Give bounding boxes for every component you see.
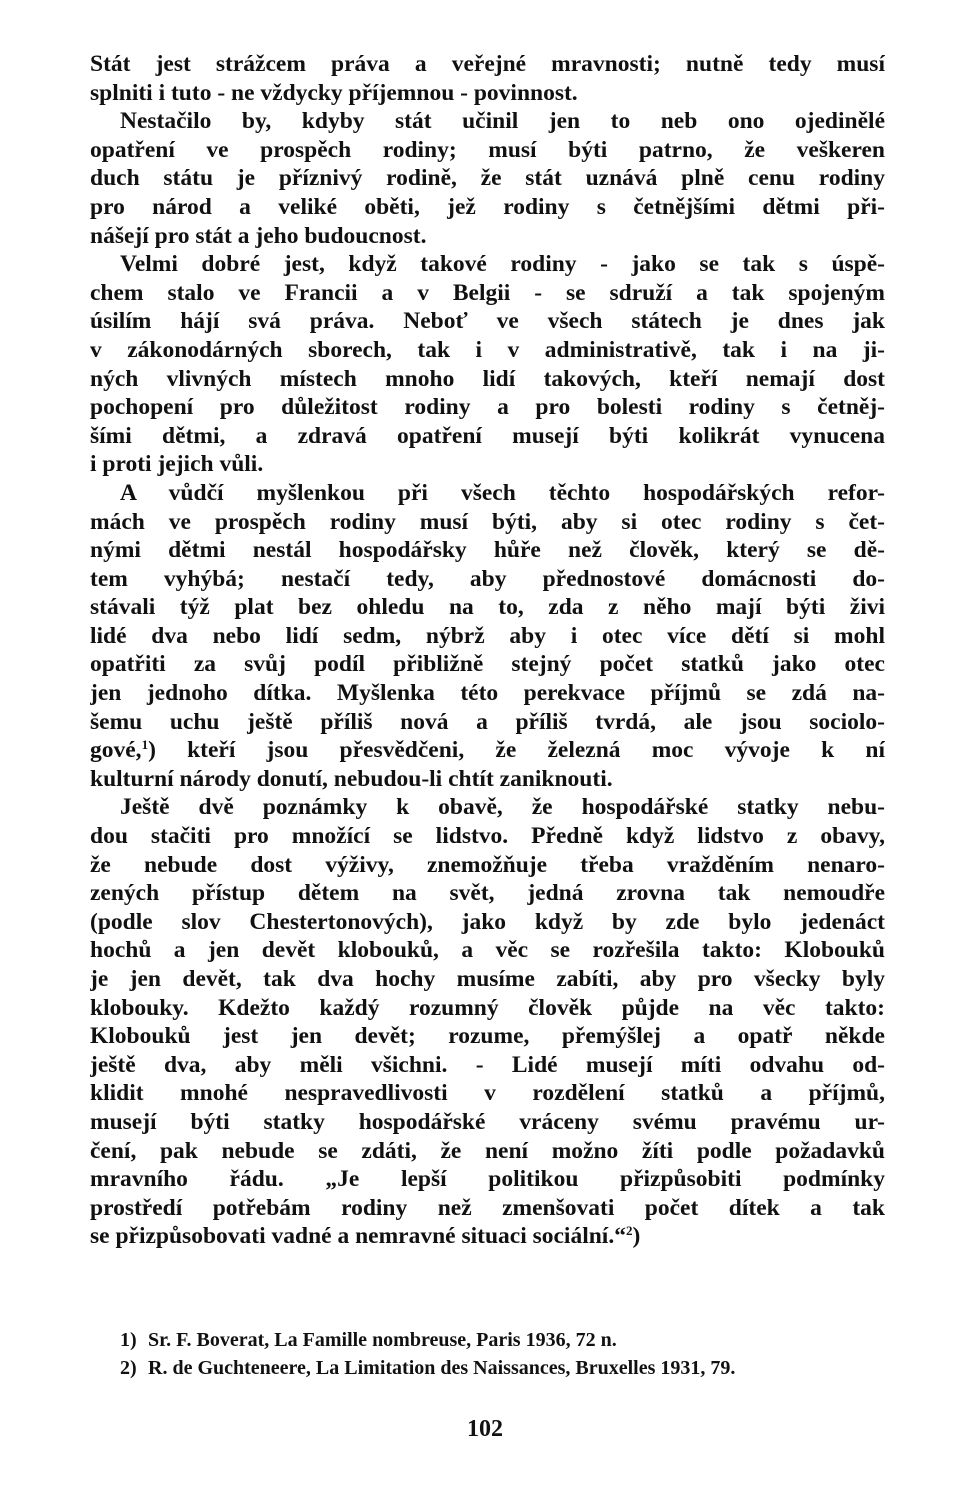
text-line-content: šími dětmi, a zdravá opatření musejí býti kolikrát vynucena: [90, 422, 885, 449]
text-line-content: tem vyhýbá; nestačí tedy, aby přednostové domácnosti do-: [90, 565, 885, 592]
text-line-content: je jen devět, tak dva hochy musíme zabíti, aby pro všecky byly: [90, 966, 885, 992]
footnote-text: R. de Guchteneere, La Limitation des Naissances, Bruxelles 1931, 79.: [148, 1357, 736, 1379]
text-line-content: nášejí pro stát a jeho budoucnost.: [90, 222, 427, 249]
text-line: [90, 965, 885, 994]
text-line: [90, 193, 885, 222]
text-line: [90, 650, 885, 679]
text-line-content: že nebude dost výživy, znemožňuje třeba vražděním nenaro-: [90, 851, 885, 878]
text-line: [90, 1079, 885, 1108]
text-line: [90, 679, 885, 708]
text-line: [90, 851, 885, 880]
text-line-content: v zákonodárných sborech, tak i v administrativě, tak i na ji-: [90, 336, 885, 363]
text-line: [90, 1222, 885, 1251]
text-line: [90, 994, 885, 1023]
text-line-content: prostředí potřebám rodiny než zmenšovati počet dítek a tak: [90, 1194, 885, 1221]
text-line-content: gové,: [90, 737, 142, 764]
text-line-content: ještě dva, aby měli všichni. - Lidé musejí míti odvahu od-: [90, 1051, 885, 1078]
text-line: [90, 508, 885, 537]
text-line-content: jen jednoho dítka. Myšlenka této perekvace příjmů se zdá na-: [90, 680, 885, 707]
text-line: [90, 164, 885, 193]
text-line: [90, 1108, 885, 1137]
text-line: [90, 765, 885, 794]
text-line-content: mravního řádu. „Je lepší politikou přizpůsobiti podmínky: [90, 1166, 885, 1193]
text-line: [90, 879, 885, 908]
text-line-content: čení, pak nebude se zdáti, že není možno žíti podle požadavků: [90, 1137, 885, 1164]
text-line: [90, 279, 885, 308]
text-line: [90, 479, 885, 508]
footnote-2: [120, 1354, 890, 1382]
footnotes: [120, 1326, 890, 1382]
text-line-content: úsilím hájí svá práva. Neboť ve všech státech je dnes jak: [90, 308, 885, 335]
text-line-content: stávali týž plat bez ohledu na to, zda z něho mají býti živi: [90, 594, 885, 621]
text-line: [90, 365, 885, 394]
text-line: [90, 136, 885, 165]
text-line-content: chem stalo ve Francii a v Belgii - se sdruží a tak spojeným: [90, 279, 885, 306]
text-line-content: ných vlivných místech mnoho lidí takových, kteří nemají dost: [90, 365, 885, 392]
text-line-content: dou stačiti pro množící se lidstvo. Předně když lidstvo z obavy,: [90, 823, 885, 850]
text-line: [90, 708, 885, 737]
text-line-content: splniti i tuto - ne vždycky příjemnou - povinnost.: [90, 79, 578, 106]
text-line: [90, 79, 885, 108]
text-line: [90, 1137, 885, 1166]
footnote-mark: 2): [120, 1357, 137, 1379]
text-line-content: (podle slov Chestertonových), jako když by zde bylo jedenáct: [90, 908, 885, 935]
main-text: [90, 50, 885, 1251]
text-line-content: nými dětmi nestál hospodářsky hůře než člověk, který se dě-: [90, 537, 885, 564]
text-line-content: opatřiti za svůj podíl přibližně stejný počet statků jako otec: [90, 651, 885, 678]
text-line-content: i proti jejich vůli.: [90, 451, 264, 478]
text-line: [90, 107, 885, 136]
text-line: [90, 793, 885, 822]
text-line: [90, 50, 885, 79]
text-line-continuation: ) kteří jsou přesvědčeni, že železná moc vývoje k ní: [148, 737, 885, 764]
text-line-content: lidé dva nebo lidí sedm, nýbrž aby i otec více dětí si mohl: [90, 622, 885, 649]
text-line: [90, 307, 885, 336]
text-line: [90, 1165, 885, 1194]
text-line: [90, 908, 885, 937]
text-line: [90, 736, 885, 765]
text-line: [90, 450, 885, 479]
text-line-content: pochopení pro důležitost rodiny a pro bolesti rodiny s četněj-: [90, 394, 885, 421]
text-line: [90, 222, 885, 251]
text-line-content: Klobouků jest jen devět; rozume, přemýšlej a opatř někde: [90, 1023, 885, 1050]
text-line: [90, 336, 885, 365]
text-line-content: Ještě dvě poznámky k obavě, že hospodářské statky nebu-: [120, 794, 885, 821]
text-line: [90, 936, 885, 965]
text-line: [90, 250, 885, 279]
footnote-reference: 2: [625, 1223, 633, 1239]
text-line: [90, 1194, 885, 1223]
text-line: [90, 1022, 885, 1051]
text-line-content: A vůdčí myšlenkou při všech těchto hospodářských refor-: [120, 479, 885, 506]
text-line-content: Nestačilo by, kdyby stát učinil jen to neb ono ojedinělé: [120, 108, 885, 135]
text-line: [90, 1051, 885, 1080]
text-line-content: hochů a jen devět klobouků, a věc se rozřešila takto: Klobouků: [90, 937, 885, 964]
text-line: [90, 822, 885, 851]
text-line-continuation: ): [632, 1223, 641, 1250]
text-line-content: opatření ve prospěch rodiny; musí býti patrno, že veškeren: [90, 136, 885, 163]
page-number: 102: [467, 1416, 503, 1442]
text-line: [90, 622, 885, 651]
text-line-content: Velmi dobré jest, když takové rodiny - jako se tak s úspě-: [120, 251, 885, 278]
footnote-1: [120, 1326, 890, 1354]
text-line-content: musejí býti statky hospodářské vráceny svému pravému ur-: [90, 1108, 885, 1135]
text-line: [90, 536, 885, 565]
text-line: [90, 593, 885, 622]
footnote-text: Sr. F. Boverat, La Famille nombreuse, Paris 1936, 72 n.: [148, 1329, 617, 1351]
text-line-content: mách ve prospěch rodiny musí býti, aby si otec rodiny s čet-: [90, 508, 885, 535]
text-line-content: zených přístup dětem na svět, jedná zrovna tak nemoudře: [90, 880, 885, 907]
text-line-content: Stát jest strážcem práva a veřejné mravnosti; nutně tedy musí: [90, 51, 885, 77]
text-line: [90, 422, 885, 451]
text-line: [90, 393, 885, 422]
footnote-reference: 1: [141, 737, 149, 753]
text-line: [90, 565, 885, 594]
text-line-content: klidit mnohé nespravedlivosti v rozdělení statků a příjmů,: [90, 1080, 885, 1107]
text-line-content: šemu uchu ještě příliš nová a příliš tvrdá, ale jsou sociolo-: [90, 708, 885, 735]
text-line-content: klobouky. Kdežto každý rozumný člověk půjde na věc takto:: [90, 994, 885, 1021]
text-line-content: pro národ a veliké oběti, jež rodiny s četnějšími dětmi při-: [90, 193, 885, 220]
text-line-content: duch státu je příznivý rodině, že stát uznává plně cenu rodiny: [90, 165, 885, 192]
text-line-content: se přizpůsobovati vadné a nemravné situaci sociální.“: [90, 1223, 626, 1250]
footnote-mark: 1): [120, 1329, 137, 1351]
text-line-content: kulturní národy donutí, nebudou-li chtít zaniknouti.: [90, 765, 613, 792]
